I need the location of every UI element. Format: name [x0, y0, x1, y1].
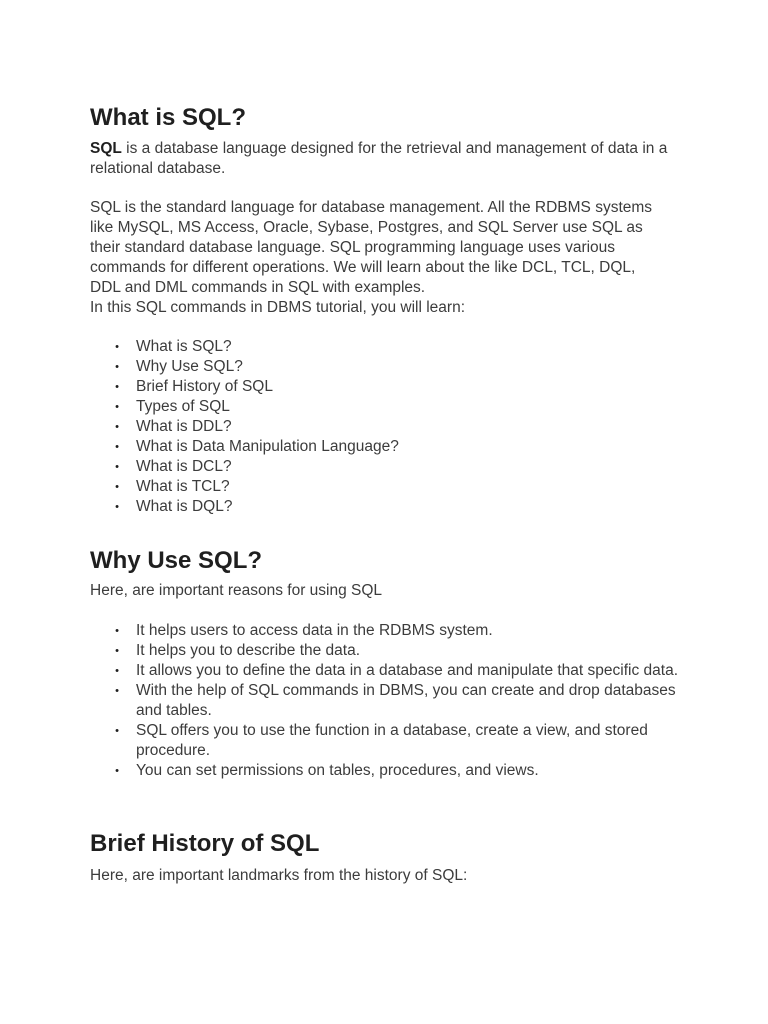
topic-list-item-text: What is DQL?: [136, 498, 233, 515]
topic-list-item: [115, 417, 696, 437]
reason-list-item: [115, 681, 696, 721]
bullet-icon: •: [115, 665, 119, 677]
topic-list-item-text: Why Use SQL?: [136, 358, 243, 375]
reason-list-item: [115, 761, 696, 781]
section-heading-why-use-sql: Why Use SQL?: [90, 547, 263, 574]
bullet-icon: •: [115, 625, 119, 637]
bullet-icon: •: [115, 421, 119, 433]
topic-list-item: [115, 497, 696, 517]
bullet-icon: •: [115, 401, 119, 413]
reason-list-item-text: It helps you to describe the data.: [136, 642, 361, 659]
bullet-icon: •: [115, 725, 119, 737]
topics-list: [90, 337, 696, 517]
topic-list-item: [115, 437, 696, 457]
topic-list-item: [115, 377, 696, 397]
topic-list-item-text: What is Data Manipulation Language?: [136, 438, 399, 455]
topic-list-item: [115, 477, 696, 497]
reason-list-item: [115, 721, 696, 761]
bullet-icon: •: [115, 381, 119, 393]
reason-list-item: [115, 641, 696, 661]
topic-list-item-text: What is DDL?: [136, 418, 232, 435]
topic-list-item-text: Brief History of SQL: [136, 378, 273, 395]
topic-list-item-text: What is TCL?: [136, 478, 230, 495]
reasons-list: [90, 621, 696, 781]
bullet-icon: •: [115, 645, 119, 657]
bullet-icon: •: [115, 441, 119, 453]
topic-list-item: [115, 457, 696, 477]
bullet-icon: •: [115, 461, 119, 473]
topic-list-item-text: Types of SQL: [136, 398, 230, 415]
reason-list-item-text: SQL offers you to use the function in a database, create a view, and stored procedure.: [136, 722, 648, 759]
section-heading-brief-history: Brief History of SQL: [90, 830, 320, 857]
topic-list-item: [115, 397, 696, 417]
sql-bold-term: SQL: [90, 140, 122, 157]
section-heading-what-is-sql: What is SQL?: [90, 104, 246, 131]
reason-list-item: [115, 621, 696, 641]
bullet-icon: •: [115, 481, 119, 493]
bullet-icon: •: [115, 361, 119, 373]
reason-list-item-text: With the help of SQL commands in DBMS, you can create and drop databases and tables.: [136, 682, 676, 719]
bullet-icon: •: [115, 765, 119, 777]
reason-list-item-text: It allows you to define the data in a database and manipulate that specific data.: [136, 662, 679, 679]
reason-list-item-text: It helps users to access data in the RDBMS system.: [136, 622, 493, 639]
topic-list-item-text: What is DCL?: [136, 458, 232, 475]
reason-list-item-text: You can set permissions on tables, procedures, and views.: [136, 762, 539, 779]
bullet-icon: •: [115, 341, 119, 353]
topic-list-item: [115, 337, 696, 357]
tutorial-line: In this SQL commands in DBMS tutorial, you will learn:: [90, 299, 466, 316]
reason-list-item: [115, 661, 696, 681]
intro-paragraph: [90, 139, 670, 179]
topic-list-item-text: What is SQL?: [136, 338, 232, 355]
standard-paragraph: [90, 198, 670, 318]
topic-list-item: [115, 357, 696, 377]
standard-text: SQL is the standard language for database management. All the RDBMS systems like MySQL, MS Access, Oracle, Sybase, Postgres, and SQL Server use SQL as their standard database language. SQL programming language uses various commands for different operations. We will learn about the like DCL, TCL, DQL, DDL and DML commands in SQL with examples.: [90, 199, 653, 296]
intro-text: is a database language designed for the retrieval and management of data in a relational database.: [90, 140, 668, 177]
why-intro-paragraph: Here, are important reasons for using SQL: [90, 582, 383, 599]
history-intro-paragraph: Here, are important landmarks from the history of SQL:: [90, 867, 468, 884]
bullet-icon: •: [115, 685, 119, 697]
bullet-icon: •: [115, 501, 119, 513]
